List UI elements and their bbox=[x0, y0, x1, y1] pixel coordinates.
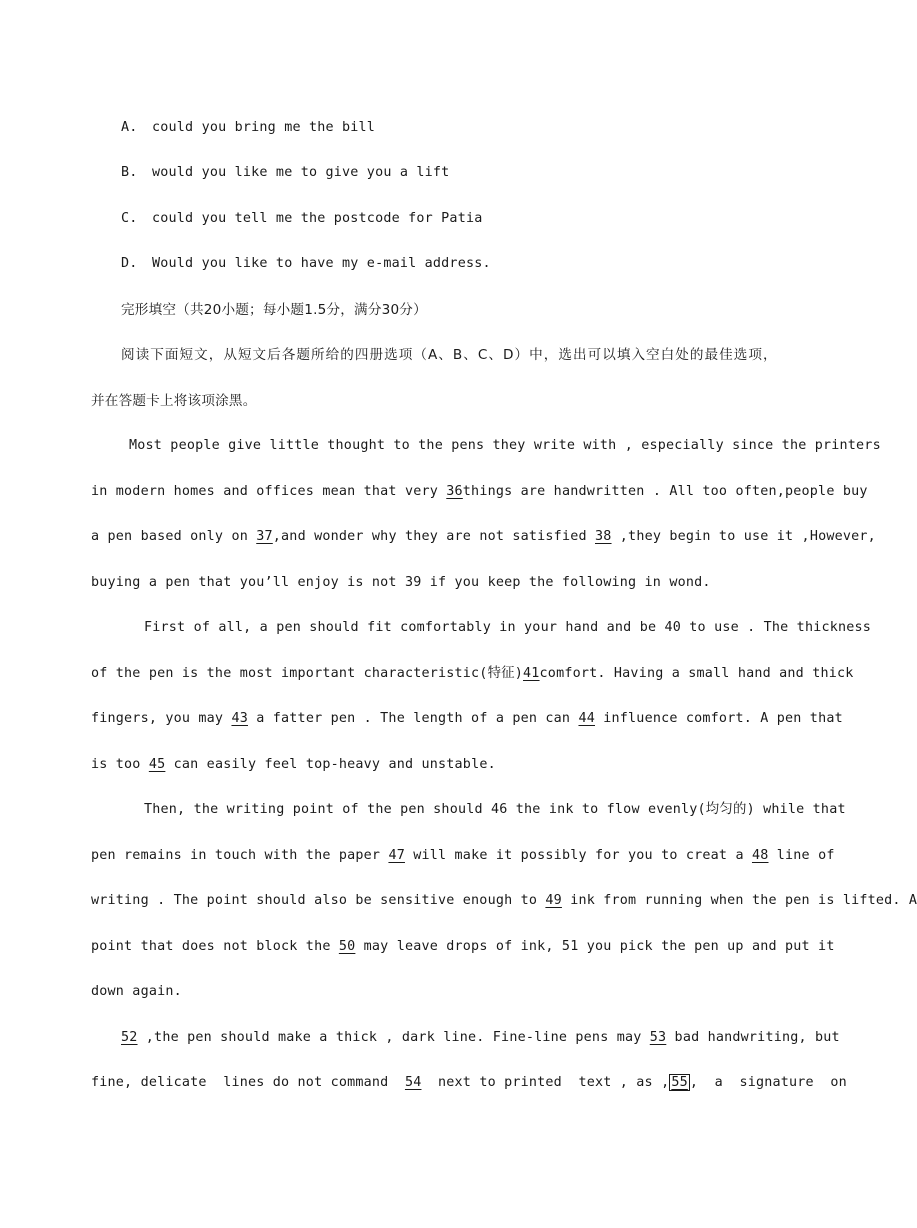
passage-line bbox=[91, 938, 835, 956]
option-text: could you bring me the bill bbox=[152, 120, 376, 135]
passage-text: things are handwritten . All too often,people buy bbox=[462, 484, 868, 499]
passage-text: a pen based only on bbox=[91, 529, 257, 544]
option-b bbox=[121, 164, 449, 182]
blank-50: 50 bbox=[338, 939, 356, 954]
passage-text: ,they begin to use it ,However, bbox=[611, 529, 876, 544]
blank-47: 47 bbox=[388, 848, 405, 863]
passage-line: First of all, a pen should fit comfortably in your hand and be 40 to use . The thickness bbox=[144, 620, 872, 635]
option-text: would you like me to give you a lift bbox=[152, 165, 450, 180]
passage-line: Then, the writing point of the pen should 46 the ink to flow evenly(均匀的) while that bbox=[144, 802, 846, 817]
passage-text: comfort. Having a small hand and thick bbox=[539, 666, 854, 681]
passage-text: pen remains in touch with the paper bbox=[91, 848, 389, 863]
blank-41: 41 bbox=[523, 666, 540, 681]
passage-text: bad handwriting, but bbox=[666, 1030, 840, 1045]
passage-text: influence comfort. A pen that bbox=[595, 711, 843, 726]
blank-43: 43 bbox=[231, 711, 248, 726]
blank-45: 45 bbox=[148, 757, 166, 772]
instruction-line-2: 并在答题卡上将该项涂黑。 bbox=[91, 393, 257, 409]
section-heading: 完形填空（共20小题；每小题1.5分，满分30分） bbox=[121, 302, 427, 318]
passage-text: will make it possibly for you to creat a bbox=[404, 848, 752, 863]
blank-54: 54 bbox=[404, 1075, 422, 1090]
passage-line bbox=[91, 483, 868, 501]
option-label: D. bbox=[121, 256, 138, 271]
passage-text: point that does not block the bbox=[91, 939, 339, 954]
passage-line bbox=[91, 847, 835, 865]
passage-line: down again. bbox=[91, 984, 182, 999]
passage-text: next to printed text , as , bbox=[421, 1075, 670, 1090]
option-c bbox=[121, 210, 482, 228]
blank-44: 44 bbox=[578, 711, 595, 726]
passage-text: , a signature on bbox=[689, 1075, 847, 1090]
blank-37: 37 bbox=[256, 529, 273, 544]
passage-text: line of bbox=[768, 848, 835, 863]
passage-line bbox=[91, 1074, 847, 1092]
passage-text: of the pen is the most important characteristic(特征) bbox=[91, 666, 524, 681]
blank-55: 55 bbox=[671, 1075, 688, 1090]
passage-text: fine, delicate lines do not command bbox=[91, 1075, 405, 1090]
option-label: C. bbox=[121, 211, 138, 226]
option-text: Would you like to have my e-mail address. bbox=[152, 256, 491, 271]
option-d bbox=[121, 255, 491, 273]
passage-text: may leave drops of ink, 51 you pick the pen up and put it bbox=[355, 939, 835, 954]
passage-line bbox=[91, 892, 917, 910]
instruction-line-1: 阅读下面短文，从短文后各题所给的四册选项（A、B、C、D）中，选出可以填入空白处的最佳选项， bbox=[121, 347, 777, 363]
passage-line bbox=[121, 1029, 840, 1047]
option-a bbox=[121, 119, 375, 137]
blank-52: 52 bbox=[121, 1030, 138, 1045]
passage-line bbox=[91, 710, 843, 728]
blank-36: 36 bbox=[446, 484, 463, 499]
passage-text: fingers, you may bbox=[91, 711, 232, 726]
passage-line: buying a pen that you’ll enjoy is not 39 if you keep the following in wond. bbox=[91, 575, 711, 590]
passage-line bbox=[91, 756, 777, 774]
blank-53: 53 bbox=[649, 1030, 667, 1045]
passage-line bbox=[91, 665, 854, 683]
passage-text: ,and wonder why they are not satisfied bbox=[272, 529, 595, 544]
blank-38: 38 bbox=[595, 529, 612, 544]
option-label: A. bbox=[121, 120, 138, 135]
passage-line bbox=[91, 528, 876, 546]
passage-text: is too bbox=[91, 757, 149, 772]
blank-49: 49 bbox=[545, 893, 562, 908]
passage-text: a fatter pen . The length of a pen can bbox=[247, 711, 579, 726]
option-label: B. bbox=[121, 165, 138, 180]
blank-48: 48 bbox=[751, 848, 769, 863]
passage-text: in modern homes and offices mean that very bbox=[91, 484, 447, 499]
passage-text: writing . The point should also be sensitive enough to bbox=[91, 893, 546, 908]
option-text: could you tell me the postcode for Patia bbox=[152, 211, 483, 226]
passage-text: ink from running when the pen is lifted. A bbox=[561, 893, 917, 908]
passage-text: can easily feel top-heavy and unstable. bbox=[165, 757, 496, 772]
passage-line: Most people give little thought to the pens they write with , especially since the printers bbox=[129, 438, 881, 453]
passage-text: ,the pen should make a thick , dark line. Fine-line pens may bbox=[137, 1030, 650, 1045]
